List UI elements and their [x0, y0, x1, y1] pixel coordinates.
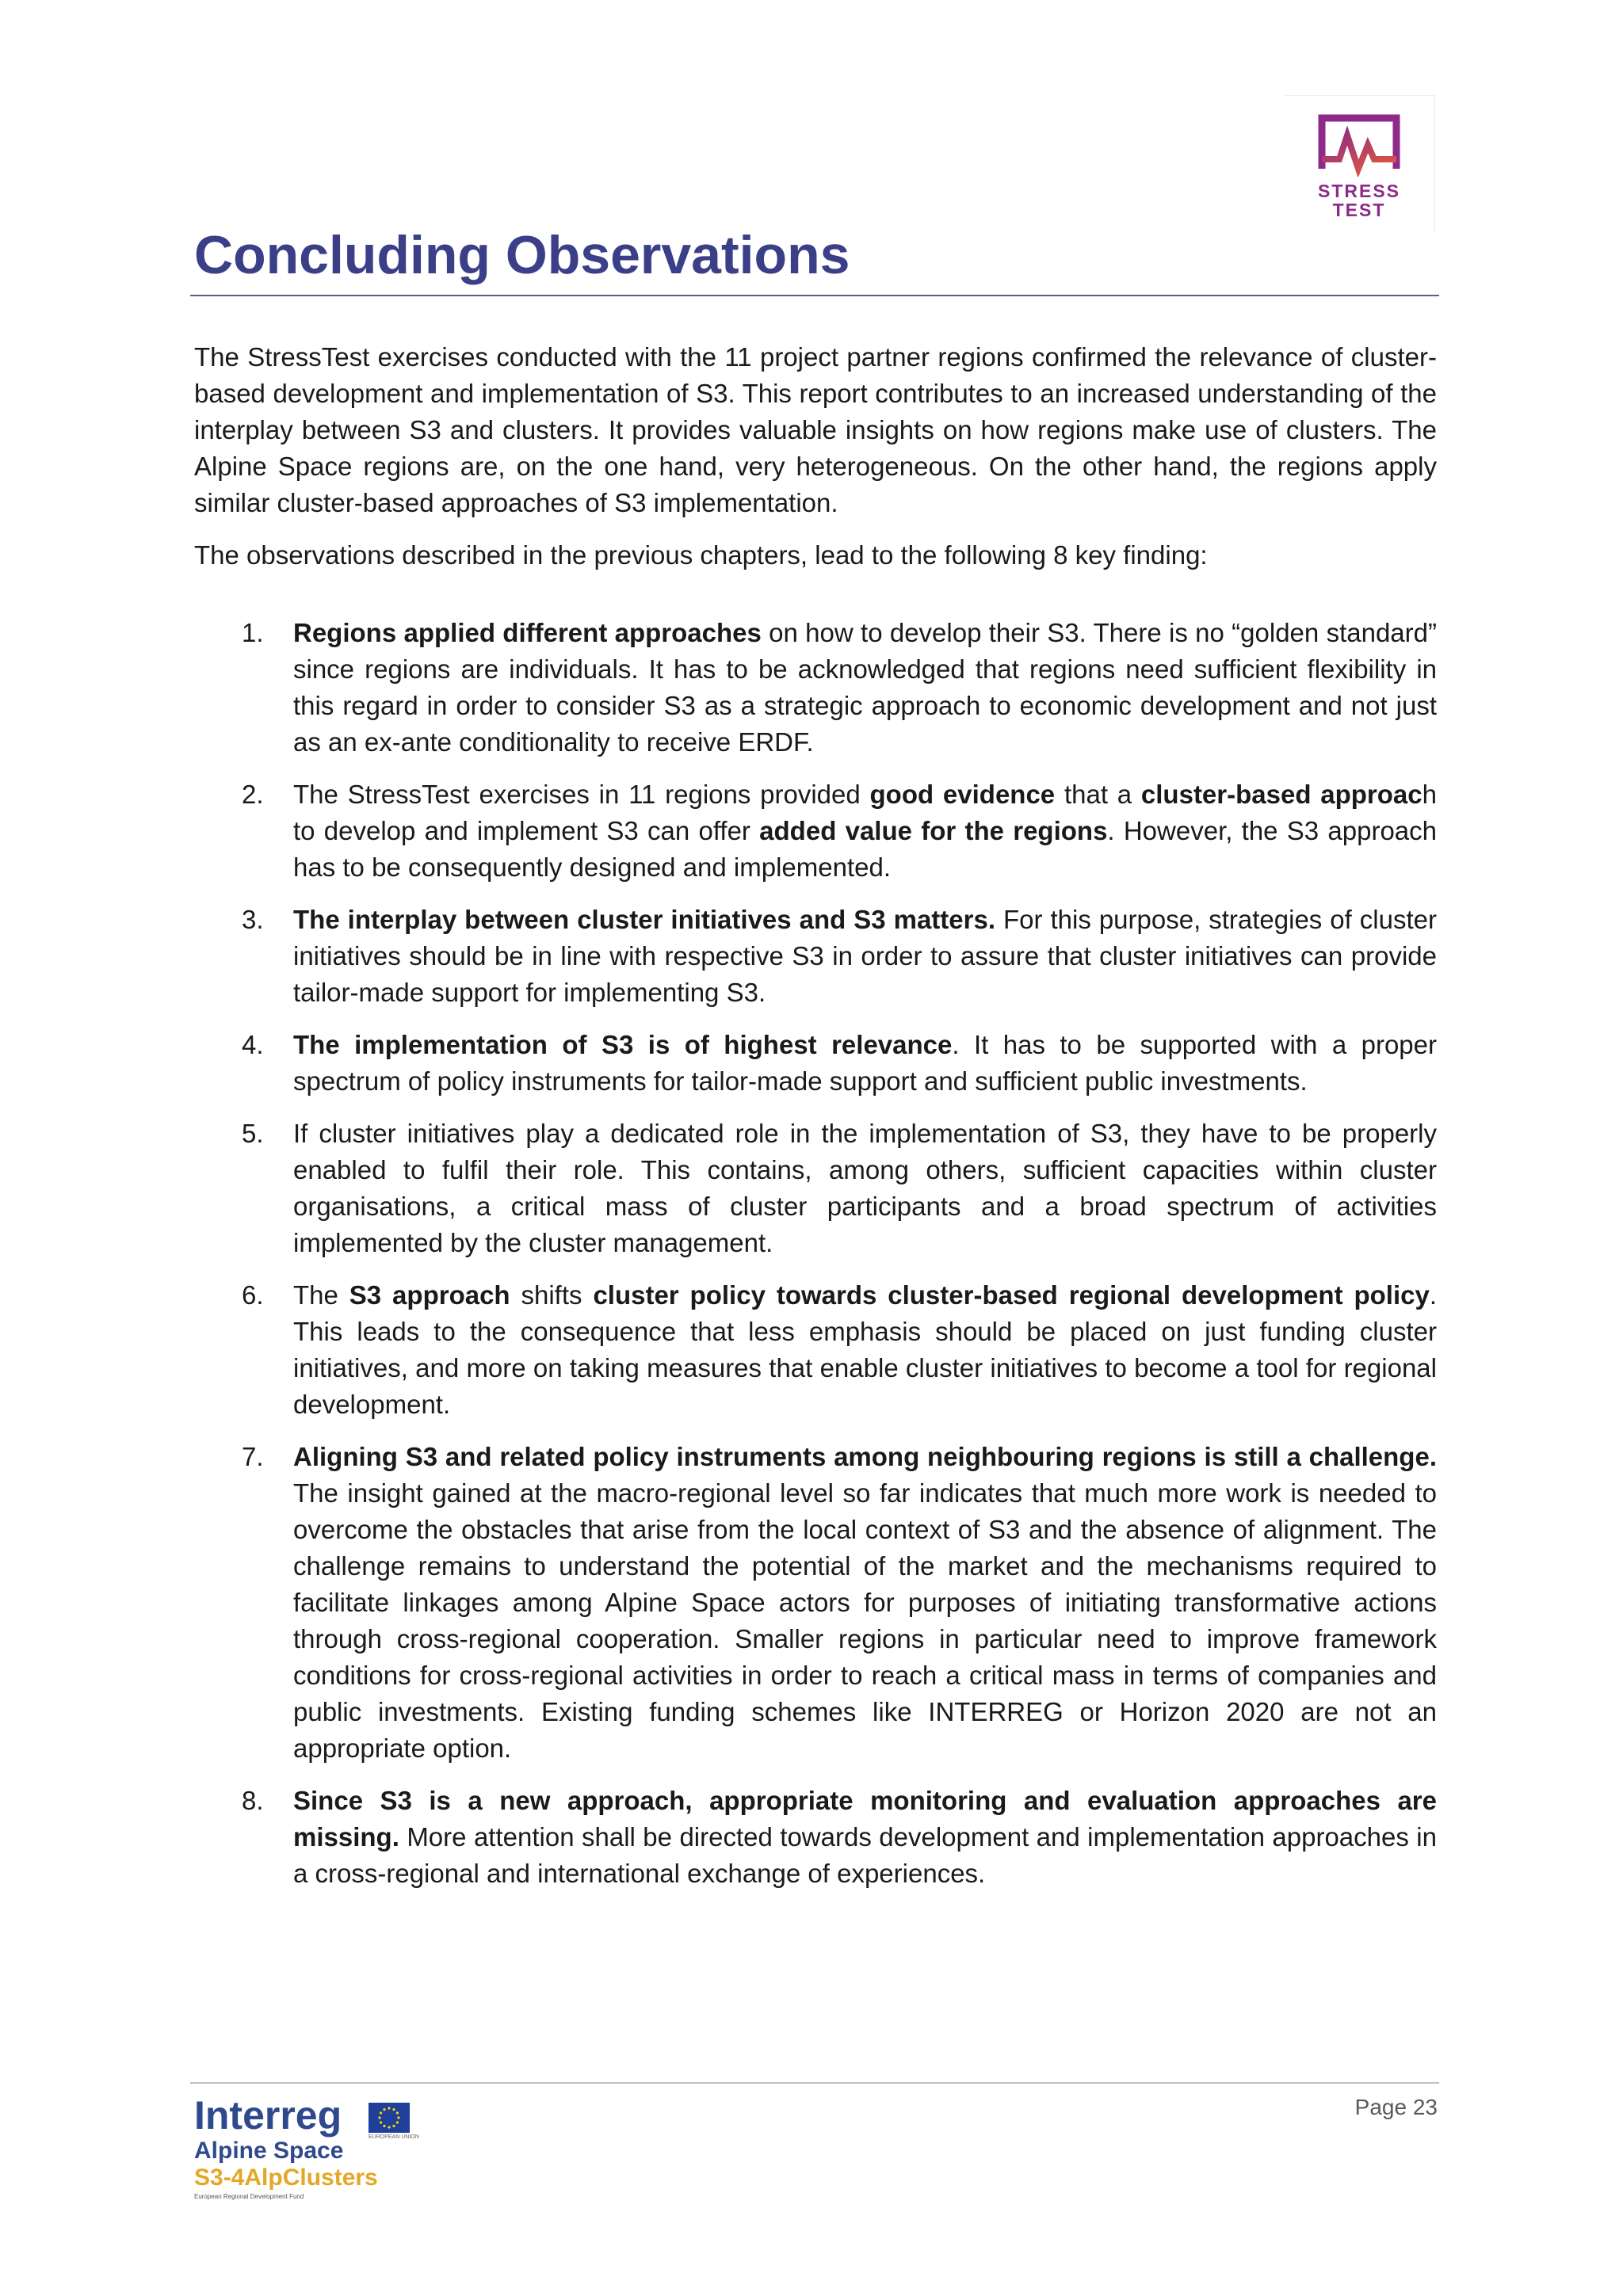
finding-emphasis: Aligning S3 and related policy instruments among neighbouring regions is still a challenge. [293, 1442, 1437, 1471]
finding-number: 6. [242, 1280, 264, 1310]
finding-emphasis: cluster-based approac [1140, 780, 1423, 809]
stresstest-logo [1284, 95, 1435, 231]
finding-emphasis: cluster policy towards cluster-based regional development policy [593, 1280, 1430, 1310]
finding-emphasis: Since S3 is a new approach, appropriate monitoring and evaluation approaches are missing. [293, 1786, 1437, 1852]
intro-paragraph: The StressTest exercises conducted with the 11 project partner regions confirmed the relevance of cluster-based development and implementation of S3. This report contributes to an increased understanding of the interplay between S3 and clusters. It provides valuable insights on how regions make use of clusters. The Alpine Space regions are, on the one hand, very heterogeneous. On the other hand, the regions apply similar cluster-based approaches of S3 implementation. [194, 342, 1437, 517]
finding-item [194, 1439, 1437, 1767]
finding-text: . This leads to the consequence that less emphasis should be placed on just funding cluster initiatives, and more on taking measures that enable cluster initiatives to become a tool for regional development. [293, 1280, 1437, 1419]
finding-emphasis: The implementation of S3 is of highest relevance [293, 1030, 953, 1059]
page-title: Concluding Observations [194, 225, 850, 285]
body-content [194, 339, 1437, 1908]
finding-text: that a [1055, 780, 1141, 809]
logo-text-test: TEST [1332, 200, 1386, 220]
finding-item [194, 1027, 1437, 1100]
fund-caption: European Regional Development Fund [194, 2193, 304, 2200]
finding-number: 7. [242, 1442, 264, 1471]
finding-text: For this purpose, strategies of cluster initiatives should be in line with respective S3 in order to assure that cluster initiatives can provide tailor-made support for implementing S3. [293, 905, 1437, 1007]
finding-emphasis: Regions applied different approaches [293, 618, 762, 647]
finding-number: 2. [242, 780, 264, 809]
finding-text: on how to develop their S3. There is no “golden standard” since regions are individuals. It has to be acknowledged that regions need sufficient flexibility in this regard in order to consider S3 as a strategic approach to economic development and not just as an ex-ante conditionality to receive ERDF. [293, 618, 1437, 757]
finding-text: . It has to be supported with a proper spectrum of policy instruments for tailor-made support and sufficient public investments. [293, 1030, 1437, 1096]
finding-text: If cluster initiatives play a dedicated role in the implementation of S3, they have to be properly enabled to fulfil their role. This contains, among others, sufficient capacities within cluster organisations, a critical mass of cluster participants and a broad spectrum of activities implemented by the cluster management. [293, 1119, 1437, 1257]
finding-number: 3. [242, 905, 264, 934]
interreg-logo-text: Interreg [194, 2093, 342, 2138]
finding-number: 4. [242, 1030, 264, 1059]
footer-divider [190, 2082, 1439, 2084]
finding-item [194, 902, 1437, 1011]
logo-text-stress: STRESS [1317, 181, 1401, 201]
finding-emphasis: S3 approach [349, 1280, 510, 1310]
finding-text: h to develop and implement S3 can offer [293, 780, 1437, 845]
finding-item [194, 776, 1437, 886]
finding-item [194, 615, 1437, 761]
programme-name: Alpine Space [194, 2138, 344, 2164]
finding-item [194, 1277, 1437, 1423]
finding-emphasis: The interplay between cluster initiatives and S3 matters. [293, 905, 996, 934]
finding-text: More attention shall be directed towards development and implementation approaches in a cross-regional and international exchange of experiences. [293, 1822, 1437, 1888]
finding-number: 1. [242, 618, 264, 647]
project-name: S3-4AlpClusters [194, 2164, 378, 2191]
finding-item [194, 1783, 1437, 1892]
finding-text: . However, the S3 approach has to be consequently designed and implemented. [293, 816, 1437, 882]
finding-number: 5. [242, 1119, 264, 1148]
finding-text: The StressTest exercises in 11 regions provided [293, 780, 870, 809]
finding-text: The insight gained at the macro-regional level so far indicates that much more work is needed to overcome the obstacles that arise from the local context of S3 and the absence of alignment. The challenge remains to understand the potential of the market and the mechanisms required to facilitate linkages among Alpine Space actors for purposes of initiating transformative actions through cross-regional cooperation. Smaller regions in particular need to improve framework conditions for cross-regional activities in order to reach a critical mass in terms of companies and public investments. Existing funding schemes like INTERREG or Horizon 2020 are not an appropriate option. [293, 1478, 1437, 1763]
finding-text: The [293, 1280, 349, 1310]
title-divider [190, 295, 1439, 296]
eu-caption: EUROPEAN UNION [369, 2134, 419, 2140]
finding-emphasis: good evidence [869, 780, 1056, 809]
finding-emphasis: added value for the regions [759, 816, 1108, 845]
key-findings-list [194, 615, 1437, 1892]
eu-flag-icon [369, 2103, 410, 2133]
finding-item [194, 1116, 1437, 1261]
finding-text: shifts [510, 1280, 594, 1310]
finding-number: 8. [242, 1786, 264, 1815]
page-number: Page 23 [1354, 2095, 1438, 2119]
intro-lead-in: The observations described in the previous chapters, lead to the following 8 key finding: [194, 540, 1208, 570]
stresstest-wave-icon [1317, 113, 1401, 177]
